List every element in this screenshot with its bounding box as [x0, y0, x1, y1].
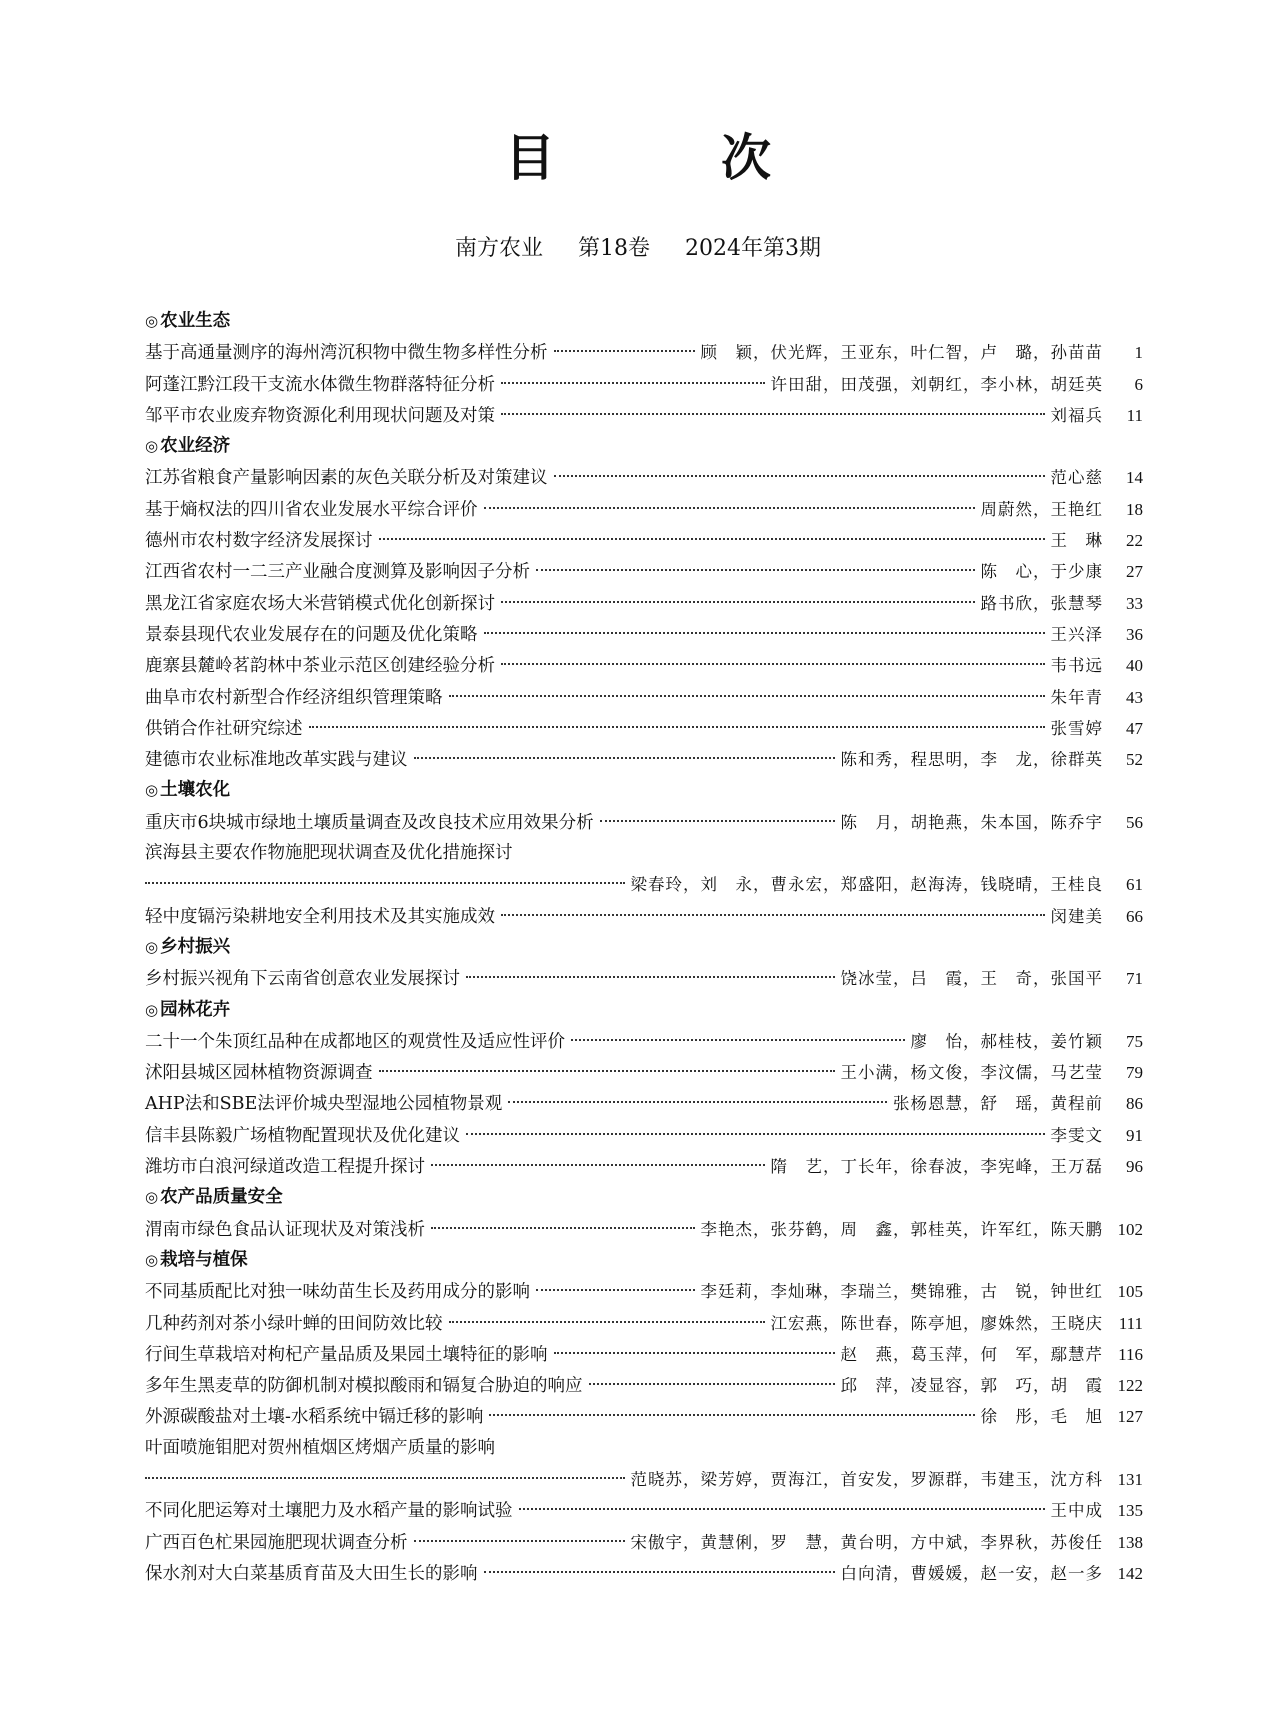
entry-page-number: 14 [1126, 468, 1143, 488]
entry-page-number: 96 [1126, 1157, 1143, 1177]
entry-authors: 宋傲宇，黄慧俐，罗 慧，黄台明，方中斌，李界秋，苏俊任 [630, 1532, 1103, 1552]
entry-page-number: 131 [1117, 1469, 1143, 1489]
toc-entry[interactable] [145, 1214, 1143, 1245]
entry-authors: 徐 彤，毛 旭 [980, 1407, 1103, 1427]
toc-entry[interactable] [145, 1308, 1143, 1339]
toc-entry[interactable] [145, 713, 1143, 744]
toc-entry[interactable] [145, 588, 1143, 619]
toc-entry[interactable] [145, 1120, 1143, 1151]
dot-leader [589, 1383, 835, 1385]
toc-entry[interactable] [145, 619, 1143, 650]
entry-title[interactable]: 基于高通量测序的海州湾沉积物中微生物多样性分析 [145, 343, 548, 364]
toc-entry[interactable] [145, 525, 1143, 556]
entry-title[interactable]: 信丰县陈毅广场植物配置现状及优化建议 [145, 1125, 460, 1146]
dot-leader [554, 350, 695, 352]
dot-leader [501, 601, 975, 603]
entry-authors: 王 琳 [1050, 531, 1103, 551]
toc-entry[interactable] [145, 901, 1143, 932]
journal-subtitle [0, 234, 1276, 264]
section-heading-label: 土壤农化 [160, 780, 231, 801]
dot-leader [309, 726, 1045, 728]
entry-title[interactable]: 景泰县现代农业发展存在的问题及优化策略 [145, 624, 478, 645]
entry-page-number: 36 [1126, 624, 1143, 644]
toc-entry-title-line[interactable] [145, 838, 1143, 869]
entry-title[interactable]: 叶面喷施钼肥对贺州植烟区烤烟产质量的影响 [145, 1437, 495, 1458]
toc-entry[interactable] [145, 682, 1143, 713]
entry-page-number: 86 [1126, 1094, 1143, 1114]
toc-entry-title-line[interactable] [145, 1433, 1143, 1464]
section-heading [145, 932, 1143, 963]
entry-title[interactable]: 邹平市农业废弃物资源化利用现状问题及对策 [145, 405, 495, 426]
entry-authors: 张雪婷 [1050, 718, 1103, 738]
entry-title[interactable]: 乡村振兴视角下云南省创意农业发展探讨 [145, 969, 460, 990]
entry-title[interactable]: 沭阳县城区园林植物资源调查 [145, 1063, 373, 1084]
entry-title[interactable]: 建德市农业标准地改革实践与建议 [145, 750, 408, 771]
entry-authors: 赵 燕，葛玉萍，何 军，鄢慧芹 [840, 1344, 1103, 1364]
entry-authors: 陈 月，胡艳燕，朱本国，陈乔宇 [840, 812, 1103, 832]
entry-title[interactable]: 外源碳酸盐对土壤-水稻系统中镉迁移的影响 [145, 1407, 484, 1428]
section-heading [145, 775, 1143, 806]
dot-leader [489, 1414, 974, 1416]
section-marker-icon: ◎ [145, 781, 159, 800]
section-heading [145, 1245, 1143, 1276]
entry-title[interactable]: 黑龙江省家庭农场大米营销模式优化创新探讨 [145, 593, 495, 614]
dot-leader [501, 413, 1045, 415]
section-heading-label: 农业经济 [160, 436, 231, 457]
entry-page-number: 52 [1126, 750, 1143, 770]
entry-authors: 顾 颖，伏光辉，王亚东，叶仁智，卢 璐，孙苗苗 [700, 343, 1103, 363]
dot-leader [379, 1070, 835, 1072]
entry-authors: 周蔚然，王艳红 [980, 499, 1103, 519]
entry-authors: 陈 心，于少康 [980, 562, 1103, 582]
dot-leader [449, 1321, 765, 1323]
entry-page-number: 135 [1117, 1501, 1143, 1521]
entry-authors: 张杨恩慧，舒 瑶，黄程前 [893, 1094, 1103, 1114]
toc-entry[interactable] [145, 1558, 1143, 1589]
entry-title[interactable]: 阿蓬江黔江段干支流水体微生物群落特征分析 [145, 374, 495, 395]
dot-leader [501, 914, 1045, 916]
entry-authors: 韦书远 [1050, 656, 1103, 676]
entry-title[interactable]: 保水剂对大白菜基质育苗及大田生长的影响 [145, 1563, 478, 1584]
dot-leader [554, 475, 1045, 477]
toc-entry[interactable] [145, 1151, 1143, 1182]
page-title: 目 次 [505, 129, 829, 187]
issue-label: 2024年第3期 [685, 236, 821, 261]
section-heading [145, 306, 1143, 337]
entry-authors: 闵建美 [1050, 906, 1103, 926]
entry-page-number: 138 [1117, 1532, 1143, 1552]
entry-page-number: 27 [1126, 562, 1143, 582]
entry-authors: 路书欣，张慧琴 [980, 593, 1103, 613]
toc-entry[interactable] [145, 963, 1143, 994]
dot-leader [501, 382, 765, 384]
section-heading [145, 995, 1143, 1026]
toc-entry[interactable] [145, 744, 1143, 775]
entry-page-number: 79 [1126, 1063, 1143, 1083]
dot-leader [449, 695, 1045, 697]
entry-page-number: 102 [1117, 1219, 1143, 1239]
section-marker-icon: ◎ [145, 312, 159, 330]
section-marker-icon: ◎ [145, 937, 159, 956]
dot-leader [145, 1477, 625, 1479]
journal-name: 南方农业 [454, 236, 543, 261]
entry-authors: 李廷莉，李灿琳，李瑞兰，樊锦雅，古 锐，钟世红 [700, 1282, 1103, 1302]
section-marker-icon: ◎ [145, 437, 159, 456]
toc-entry[interactable] [145, 337, 1143, 368]
dot-leader [571, 1039, 905, 1041]
entry-title[interactable]: 供销合作社研究综述 [145, 718, 303, 739]
entry-title[interactable]: 曲阜市农村新型合作经济组织管理策略 [145, 687, 443, 708]
entry-page-number: 75 [1126, 1031, 1143, 1051]
dot-leader [554, 1352, 835, 1354]
dot-leader [145, 882, 625, 884]
entry-authors: 陈和秀，程思明，李 龙，徐群英 [840, 750, 1103, 770]
toc-entry-author-line [145, 1464, 1143, 1495]
entry-authors: 梁春玲，刘 永，曹永宏，郑盛阳，赵海涛，钱晓晴，王桂良 [630, 875, 1103, 895]
dot-leader [536, 1289, 695, 1291]
entry-title[interactable]: AHP法和SBE法评价城央型湿地公园植物景观 [145, 1094, 503, 1115]
dot-leader [414, 1540, 625, 1542]
entry-title[interactable]: 轻中度镉污染耕地安全利用技术及其实施成效 [145, 906, 495, 927]
section-heading-label: 农业生态 [160, 311, 231, 331]
entry-page-number: 33 [1126, 593, 1143, 613]
entry-page-number: 71 [1126, 969, 1143, 989]
section-marker-icon: ◎ [145, 1188, 159, 1207]
toc-entry-author-line [145, 869, 1143, 900]
dot-leader [379, 538, 1045, 540]
toc-entry[interactable] [145, 1088, 1143, 1119]
entry-title[interactable]: 渭南市绿色食品认证现状及对策浅析 [145, 1219, 425, 1240]
toc-entry[interactable] [145, 1401, 1143, 1432]
section-heading [145, 1182, 1143, 1213]
entry-title[interactable]: 德州市农村数字经济发展探讨 [145, 531, 373, 552]
entry-page-number: 105 [1117, 1282, 1143, 1302]
entry-title[interactable]: 几种药剂对茶小绿叶蝉的田间防效比较 [145, 1313, 443, 1334]
dot-leader [484, 1571, 835, 1573]
toc-entry[interactable] [145, 1339, 1143, 1370]
entry-authors: 王中成 [1050, 1501, 1103, 1521]
section-heading-label: 乡村振兴 [160, 936, 231, 957]
entry-authors: 白向清，曹媛媛，赵一安，赵一多 [840, 1563, 1103, 1583]
entry-page-number: 56 [1126, 812, 1143, 832]
toc-entry[interactable] [145, 1527, 1143, 1558]
toc-entry[interactable] [145, 494, 1143, 525]
entry-page-number: 6 [1134, 374, 1143, 394]
toc-entry[interactable] [145, 1495, 1143, 1526]
toc-entry[interactable] [145, 556, 1143, 587]
toc-entry[interactable] [145, 1276, 1143, 1307]
dot-leader [466, 976, 835, 978]
toc-entry[interactable] [145, 1057, 1143, 1088]
entry-title[interactable]: 多年生黑麦草的防御机制对模拟酸雨和镉复合胁迫的响应 [145, 1376, 583, 1397]
dot-leader [414, 757, 835, 759]
entry-authors: 王小满，杨文俊，李汶儒，马艺莹 [840, 1063, 1103, 1083]
entry-title[interactable]: 行间生草栽培对枸杞产量品质及果园土壤特征的影响 [145, 1344, 548, 1365]
entry-authors: 饶冰莹，吕 霞，王 奇，张国平 [840, 969, 1103, 989]
entry-authors: 王兴泽 [1050, 624, 1103, 644]
entry-authors: 隋 艺，丁长年，徐春波，李宪峰，王万磊 [770, 1157, 1103, 1177]
entry-authors: 刘福兵 [1050, 405, 1103, 425]
entry-title[interactable]: 潍坊市白浪河绿道改造工程提升探讨 [145, 1157, 425, 1178]
entry-authors: 李雯文 [1050, 1125, 1103, 1145]
entry-page-number: 22 [1126, 531, 1143, 551]
volume-label: 第18卷 [578, 236, 650, 261]
entry-page-number: 47 [1126, 718, 1143, 738]
entry-page-number: 116 [1118, 1344, 1143, 1364]
entry-authors: 范心慈 [1050, 468, 1103, 488]
entry-page-number: 61 [1126, 875, 1143, 895]
entry-authors: 李艳杰，张芬鹤，周 鑫，郭桂英，许军红，陈天鹏 [700, 1219, 1103, 1239]
toc-entry[interactable] [145, 369, 1143, 400]
entry-page-number: 142 [1117, 1563, 1143, 1583]
dot-leader [466, 1133, 1045, 1135]
dot-leader [519, 1508, 1045, 1510]
entry-title[interactable]: 二十一个朱顶红品种在成都地区的观赏性及适应性评价 [145, 1031, 565, 1052]
toc-entry[interactable] [145, 650, 1143, 681]
entry-title[interactable]: 滨海县主要农作物施肥现状调查及优化措施探讨 [145, 843, 513, 864]
entry-page-number: 40 [1126, 656, 1143, 676]
entry-page-number: 43 [1126, 687, 1143, 707]
section-heading-label: 农产品质量安全 [160, 1187, 283, 1208]
entry-authors: 邱 萍，凌显容，郭 巧，胡 霞 [840, 1376, 1103, 1396]
section-heading [145, 431, 1143, 462]
dot-leader [536, 569, 975, 571]
dot-leader [508, 1101, 887, 1103]
toc-entry[interactable] [145, 1026, 1143, 1057]
dot-leader [501, 663, 1045, 665]
entry-title[interactable]: 江西省农村一二三产业融合度测算及影响因子分析 [145, 562, 530, 583]
toc-entry[interactable] [145, 807, 1143, 838]
dot-leader [484, 507, 975, 509]
entry-page-number: 18 [1126, 499, 1143, 519]
toc-entry[interactable] [145, 400, 1143, 431]
entry-page-number: 66 [1126, 906, 1143, 926]
entry-title[interactable]: 不同基质配比对独一味幼苗生长及药用成分的影响 [145, 1282, 530, 1303]
dot-leader [600, 820, 835, 822]
section-marker-icon: ◎ [145, 1250, 159, 1269]
entry-title[interactable]: 鹿寨县麓岭茗韵林中茶业示范区创建经验分析 [145, 656, 495, 677]
entry-page-number: 1 [1134, 343, 1143, 363]
entry-authors: 江宏燕，陈世春，陈亭旭，廖姝然，王晓庆 [770, 1313, 1103, 1333]
dot-leader [484, 632, 1045, 634]
entry-title[interactable]: 江苏省粮食产量影响因素的灰色关联分析及对策建议 [145, 468, 548, 489]
entry-authors: 廖 怡，郝桂枝，姜竹颖 [910, 1031, 1103, 1051]
entry-title[interactable]: 基于熵权法的四川省农业发展水平综合评价 [145, 499, 478, 520]
entry-page-number: 122 [1117, 1376, 1143, 1396]
entry-page-number: 11 [1126, 405, 1143, 425]
entry-page-number: 111 [1118, 1313, 1143, 1333]
section-heading-label: 园林花卉 [160, 999, 231, 1020]
entry-title[interactable]: 不同化肥运筹对土壤肥力及水稻产量的影响试验 [145, 1501, 513, 1522]
section-marker-icon: ◎ [145, 1000, 159, 1019]
section-heading-label: 栽培与植保 [160, 1249, 248, 1270]
dot-leader [431, 1164, 765, 1166]
entry-authors: 范晓苏，梁芳婷，贾海江，首安发，罗源群，韦建玉，沈方科 [630, 1469, 1103, 1489]
entry-page-number: 91 [1126, 1125, 1143, 1145]
entry-title[interactable]: 重庆市6块城市绿地土壤质量调查及改良技术应用效果分析 [145, 812, 594, 833]
table-of-contents [145, 306, 1143, 1589]
entry-authors: 许田甜，田茂强，刘朝红，李小林，胡廷英 [770, 374, 1103, 394]
toc-entry[interactable] [145, 1370, 1143, 1401]
entry-page-number: 127 [1117, 1407, 1143, 1427]
entry-title[interactable]: 广西百色杧果园施肥现状调查分析 [145, 1532, 408, 1553]
dot-leader [431, 1227, 695, 1229]
entry-authors: 朱年青 [1050, 687, 1103, 707]
toc-entry[interactable] [145, 462, 1143, 493]
